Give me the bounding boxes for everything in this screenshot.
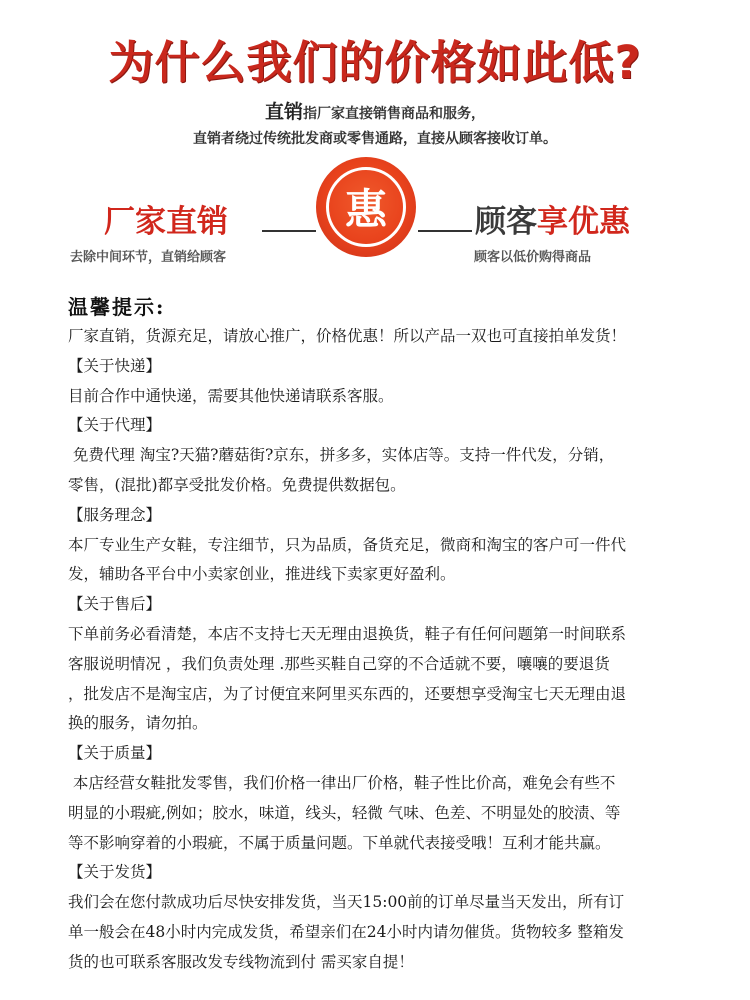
notice-sections xyxy=(68,352,708,978)
section-heading: 【关于代理】 xyxy=(68,416,162,435)
definition-lead: 直销 xyxy=(264,101,303,123)
factory-direct-label: 厂家直销 xyxy=(104,204,228,240)
customer-subtitle: 顾客以低价购得商品 xyxy=(474,250,592,265)
section-line: 单一般会在48小时内完成发货，希望亲们在24小时内请勿催货。货物较多 整箱发 xyxy=(68,922,624,941)
definition-line-2: 直销者绕过传统批发商或零售通路，直接从顾客接收订单。 xyxy=(193,131,557,147)
section-line: ，批发店不是淘宝店，为了讨便宜来阿里买东西的，还要想享受淘宝七天无理由退 xyxy=(68,684,627,703)
flow-connector-left xyxy=(262,230,316,232)
section-line: 零售，(混批)都享受批发价格。免费提供数据包。 xyxy=(68,475,406,494)
definition-line-1 xyxy=(0,97,750,124)
section-line: 等不影响穿着的小瑕疵，不属于质量问题。下单就代表接受哦！互利才能共赢。 xyxy=(68,833,611,852)
section-line: 本店经营女鞋批发零售，我们价格一律出厂价格，鞋子性比价高，难免会有些不 xyxy=(68,773,616,792)
notice-title: 温馨提示: xyxy=(68,295,166,319)
customer-word: 顾客 xyxy=(475,204,537,240)
factory-subtitle: 去除中间环节，直销给顾客 xyxy=(70,250,227,265)
customer-benefit-label xyxy=(475,196,630,241)
section-line: 换的服务，请勿拍。 xyxy=(68,714,208,733)
seal-char: 惠 xyxy=(326,167,406,247)
section-line: 下单前务必看清楚，本店不支持七天无理由退换货，鞋子有任何问题第一时间联系 xyxy=(68,624,627,643)
section-line: 免费代理 淘宝?天猫?蘑菇街?京东，拼多多，实体店等。支持一件代发，分销， xyxy=(68,446,615,465)
notice-body xyxy=(68,322,708,978)
section-line: 发，辅助各平台中小卖家创业，推进线下卖家更好盈利。 xyxy=(68,565,456,584)
section-heading: 【关于售后】 xyxy=(68,595,162,614)
section-line: 我们会在您付款成功后尽快安排发货，当天15:00前的订单尽量当天发出，所有订 xyxy=(68,893,625,912)
flow-connector-right xyxy=(418,230,472,232)
section-line: 本厂专业生产女鞋，专注细节，只为品质，备货充足，微商和淘宝的客户可一件代 xyxy=(68,535,627,554)
notice-intro: 厂家直销，货源充足，请放心推广，价格优惠！所以产品一双也可直接拍单发货！ xyxy=(68,327,627,345)
benefit-word: 享优惠 xyxy=(537,204,630,240)
section-heading: 【关于发货】 xyxy=(68,863,162,882)
section-heading: 【关于质量】 xyxy=(68,744,162,763)
discount-seal-icon xyxy=(316,157,416,257)
section-heading: 【服务理念】 xyxy=(68,505,162,524)
section-line: 明显的小瑕疵,例如；胶水，味道，线头，轻微 气味、色差、不明显处的胶渍、等 xyxy=(68,803,621,822)
section-line: 目前合作中通快递，需要其他快递请联系客服。 xyxy=(68,386,394,405)
section-heading: 【关于快递】 xyxy=(68,356,162,375)
section-line: 货的也可联系客服改发专线物流到付 需买家自提！ xyxy=(68,952,414,971)
definition-text-1: 指厂家直接销售商品和服务， xyxy=(303,106,485,122)
section-line: 客服说明情况 ，我们负责处理 .那些买鞋自己穿的不合适就不要，嚷嚷的要退货 xyxy=(68,654,610,673)
headline: 为什么我们的价格如此低? xyxy=(108,36,642,89)
